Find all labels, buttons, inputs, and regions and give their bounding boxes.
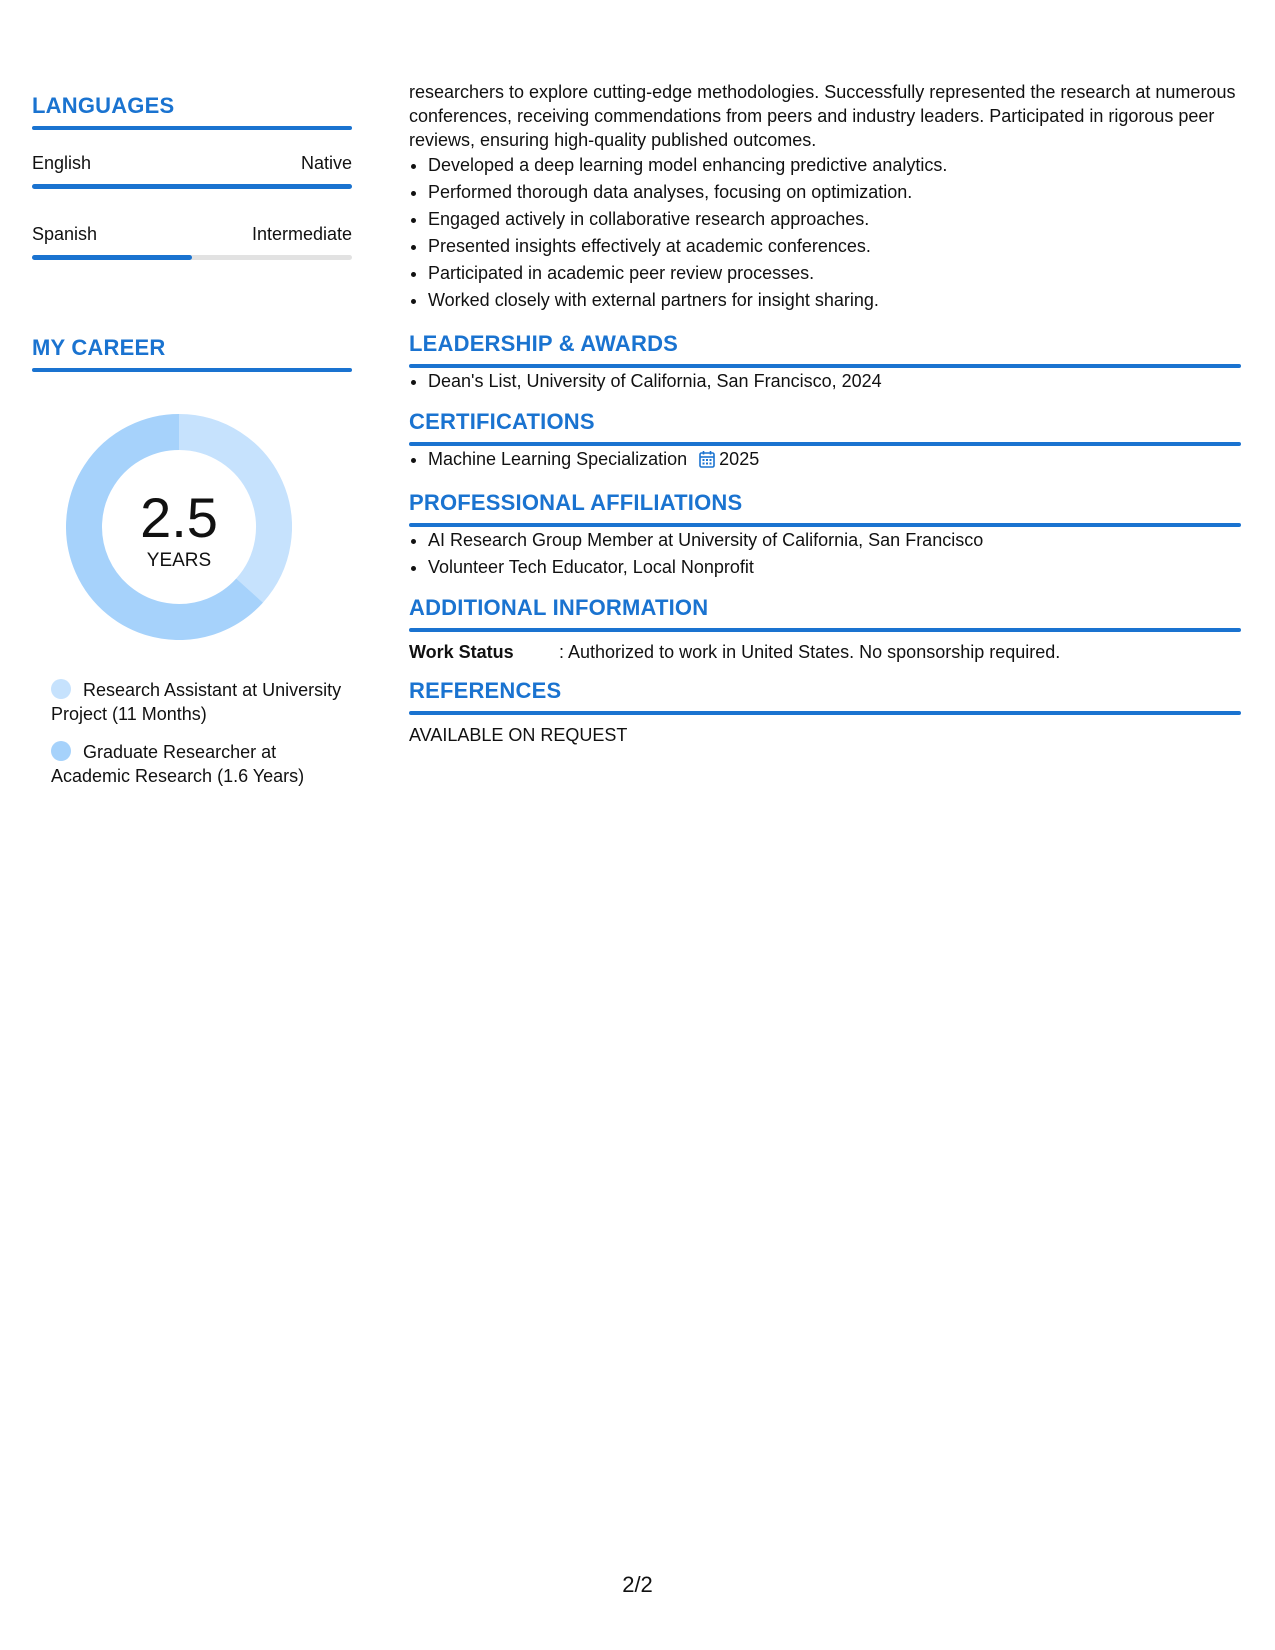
references-text: AVAILABLE ON REQUEST (409, 725, 628, 745)
career-donut-chart (66, 414, 292, 640)
legend-item (51, 740, 351, 788)
list-item: • Worked closely with external partners for insight sharing. (428, 287, 1241, 314)
work-status-row (409, 640, 1241, 664)
legend-label: Graduate Researcher at Academic Research (1.6 Years) (51, 742, 305, 786)
donut-center (66, 414, 292, 640)
references-section (409, 677, 1241, 747)
languages-title: LANGUAGES (32, 93, 175, 118)
experience-paragraph: researchers to explore cutting-edge methodologies. Successfully represented the research at numerous conferences, receiving commendations from peers and industry leaders. Participated in rigorous peer reviews, ensuring high-quality published outcomes. (409, 82, 1236, 150)
section-rule (32, 368, 352, 372)
career-total-unit: YEARS (146, 550, 212, 571)
section-rule (32, 126, 352, 130)
section-rule (409, 711, 1241, 715)
affiliations-list (409, 527, 1241, 581)
list-item: • Presented insights effectively at academic conferences. (428, 233, 1241, 260)
legend-label: Research Assistant at University Project (11 Months) (51, 680, 342, 724)
affiliations-title: PROFESSIONAL AFFILIATIONS (409, 490, 743, 515)
list-item: • Participated in academic peer review processes. (428, 260, 1241, 287)
certifications-section (409, 408, 1241, 476)
list-item: • Developed a deep learning model enhancing predictive analytics. (428, 152, 1241, 179)
calendar-icon (699, 449, 715, 476)
certifications-list (409, 446, 1241, 476)
additional-title: ADDITIONAL INFORMATION (409, 595, 709, 620)
language-name: Spanish (32, 224, 98, 244)
proficiency-bar-fill (32, 255, 192, 260)
language-english (32, 152, 352, 189)
right-column (409, 80, 1241, 747)
proficiency-bar (32, 255, 352, 260)
work-status-key: Work Status (409, 642, 514, 662)
experience-bullets (409, 152, 1241, 314)
list-item: • Engaged actively in collaborative research approaches. (428, 206, 1241, 233)
legend-dot (51, 741, 71, 761)
proficiency-bar-fill (32, 184, 352, 189)
list-item: • Performed thorough data analyses, focusing on optimization. (428, 179, 1241, 206)
language-name: English (32, 153, 92, 173)
leadership-section (409, 330, 1241, 395)
leadership-list (409, 368, 1241, 395)
certification-year: 2025 (719, 449, 760, 469)
list-item: • Dean's List, University of California, San Francisco, 2024 (428, 368, 1241, 395)
career-section (32, 334, 352, 788)
proficiency-bar (32, 184, 352, 189)
page-number: 2/2 (622, 1572, 653, 1597)
section-rule (409, 628, 1241, 632)
list-item (428, 446, 1241, 476)
career-legend (51, 678, 351, 788)
certification-name: Machine Learning Specialization (428, 449, 688, 469)
legend-item (51, 678, 351, 726)
legend-dot (51, 679, 71, 699)
list-item: • Volunteer Tech Educator, Local Nonprofit (428, 554, 1241, 581)
list-item: • AI Research Group Member at University of California, San Francisco (428, 527, 1241, 554)
certifications-title: CERTIFICATIONS (409, 409, 595, 434)
language-spanish (32, 223, 352, 260)
career-total-value: 2.5 (140, 486, 218, 549)
work-status-value: : Authorized to work in United States. No sponsorship required. (559, 642, 1061, 662)
career-title: MY CAREER (32, 335, 166, 360)
affiliations-section (409, 489, 1241, 581)
language-level: Intermediate (251, 224, 352, 244)
additional-section (409, 594, 1241, 664)
references-title: REFERENCES (409, 678, 562, 703)
language-level: Native (300, 153, 352, 173)
left-column (32, 92, 352, 802)
leadership-title: LEADERSHIP & AWARDS (409, 331, 679, 356)
languages-section (32, 92, 352, 260)
